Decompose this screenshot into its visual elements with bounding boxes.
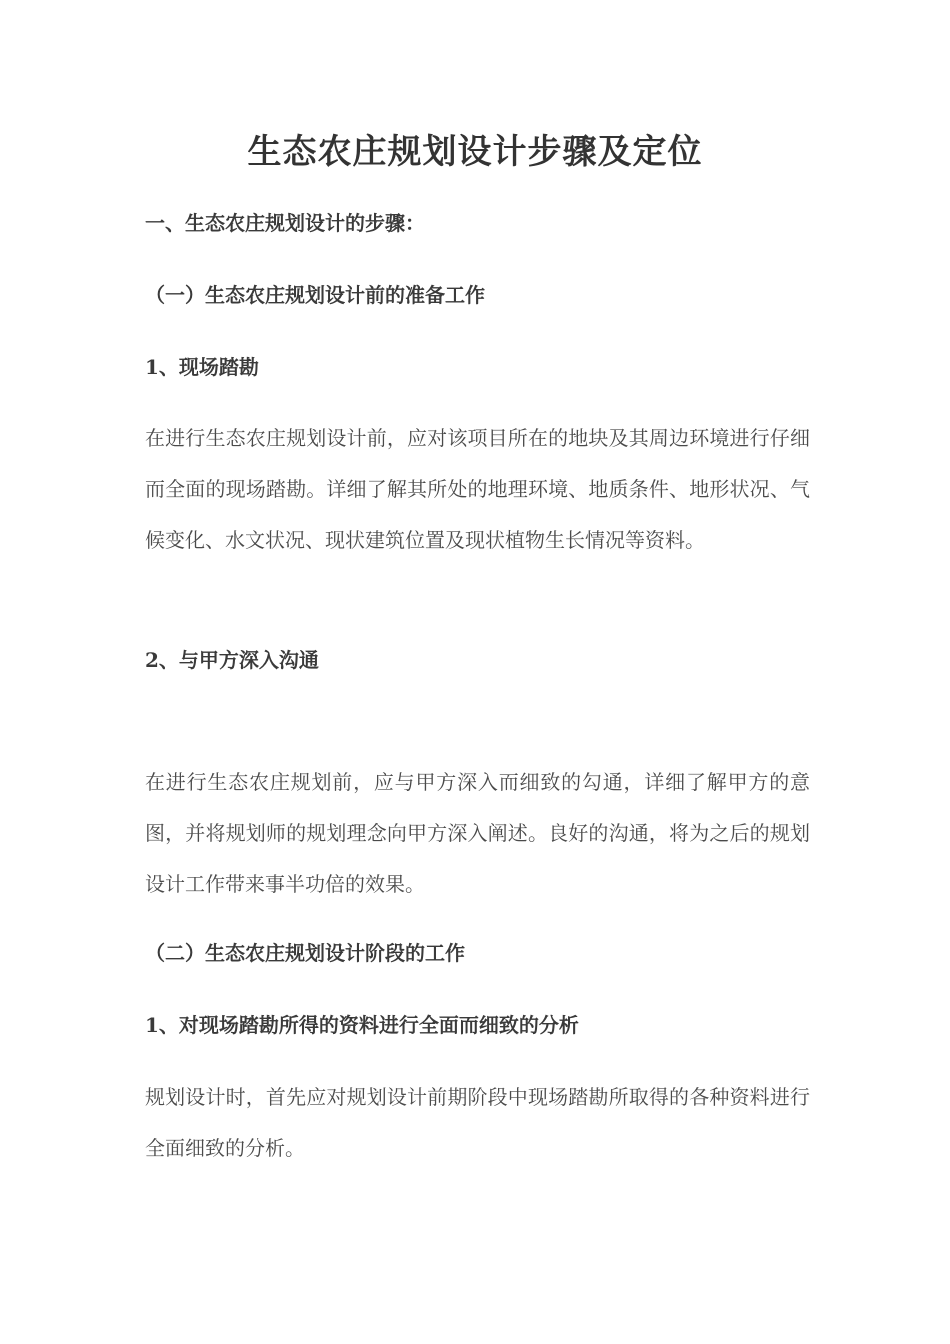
item-heading-client-communication: 2、与甲方深入沟通 (145, 648, 319, 672)
paragraph-site-survey: 在进行生态农庄规划设计前，应对该项目所在的地块及其周边环境进行仔细而全面的现场踏勘。详细了解其所处的地理环境、地质条件、地形状况、气候变化、水文状况、现状建筑位置及现状植物生长情况等资料。 (145, 426, 810, 552)
section-heading-steps: 一、生态农庄规划设计的步骤： (145, 211, 425, 235)
item-heading-data-analysis: 1、对现场踏勘所得的资料进行全面而细致的分析 (145, 1013, 579, 1037)
document-title: 生态农庄规划设计步骤及定位 (247, 132, 703, 172)
item-heading-site-survey: 1、现场踏勘 (145, 355, 259, 379)
subsection-heading-preparation: （一）生态农庄规划设计前的准备工作 (145, 283, 485, 307)
subsection-heading-design-phase: （二）生态农庄规划设计阶段的工作 (145, 941, 465, 965)
paragraph-data-analysis: 规划设计时，首先应对规划设计前期阶段中现场踏勘所取得的各种资料进行全面细致的分析。 (145, 1085, 810, 1160)
paragraph-client-communication: 在进行生态农庄规划前，应与甲方深入而细致的勾通，详细了解甲方的意图，并将规划师的规划理念向甲方深入阐述。良好的沟通，将为之后的规划设计工作带来事半功倍的效果。 (145, 770, 810, 896)
